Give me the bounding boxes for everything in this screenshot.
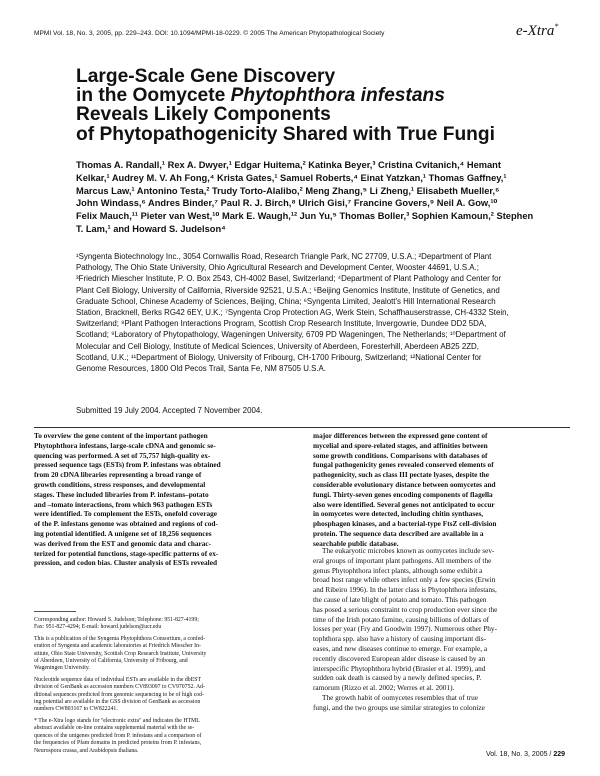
abstract-line: major differences between the expressed gene content of <box>313 431 488 440</box>
footnote-line: stitute, Ohio State University, Scottish Crop Research Institute, University <box>34 650 207 657</box>
intro-line: eral groups of important plant pathogens. All members of the <box>313 555 492 565</box>
abstract-line: fungal pathogenicity genes revealed conserved elements of <box>313 460 494 470</box>
affiliation-line: Graduate School, Chinese Academy of Sciences, Beijing, China; ⁶Syngenta Limited, Jealott's Hill International Research <box>76 296 496 306</box>
affiliation-line: Pathology, The Ohio State University, Ohio Agricultural Research and Development Center, Wooster 44691, U.S.A.; <box>76 263 479 273</box>
footnote-line: the frequencies of Pfam domains in predicted proteins from P. infestans, <box>34 740 202 747</box>
intro-line: eases, and new diseases continue to emerge. For example, a <box>313 643 488 653</box>
footnote-line: Fax: 951-827-4294; E-mail: howard.judelson@ucr.edu <box>34 624 162 631</box>
abstract-line: fungi. Thirty-seven genes encoding components of flagella <box>313 489 493 499</box>
affiliation-line: Plant Cell Biology, University of California, Riverside 92521, U.S.A.; ⁵Beijing Genomics Institute, Institute of Genetics, and <box>76 285 500 295</box>
abstract-line: pressed sequence tags (ESTs) from P. infestans was obtained <box>34 460 221 470</box>
intro-line: The growth habit of oomycetes resembles that of true <box>322 692 479 702</box>
intro-line: the cause of late blight of potato and tomato. This pathogen <box>313 594 487 604</box>
intro-line: tophthora spp. also have a history of causing important dis- <box>313 634 487 644</box>
footer-volume: Vol. 18, No. 3, 2005 / <box>486 751 554 758</box>
journal-header: MPMI Vol. 18, No. 3, 2005, pp. 229–243. DOI: 10.1094/MPMI-18-0229. © 2005 The American Phytopathological Society <box>34 30 385 37</box>
footnote-line: ditional sequences predicted from genomic sequencing to be of high cod- <box>34 691 204 698</box>
abstract-line: were identified. To complement the ESTs, onefold coverage <box>34 509 218 519</box>
intro-line: time of the Irish potato famine, causing billions of dollars of <box>313 614 490 624</box>
affiliation-line: Switzerland; ⁸Plant Pathogen Interactions Program, Scottish Crop Research Institute, Invergowrie, Dundee DD2 5DA, <box>76 319 487 329</box>
title-line-2-prefix: in the Oomycete <box>76 85 231 107</box>
abstract-line: from 20 cDNA libraries representing a broad range of <box>34 470 202 480</box>
abstract-line: Phytophthora infestans, large-scale cDNA and genomic se- <box>34 440 216 450</box>
intro-line: interspecific Phytophthora hybrid (Brasier et al. 1999), and <box>313 663 486 673</box>
footnotes <box>34 617 299 755</box>
title-line-2 <box>76 86 556 105</box>
author-line: Marcus Law,¹ Antonino Testa,² Trudy Torto-Alalibo,² Meng Zhang,⁵ Li Zheng,¹ Elisabeth Mueller,⁶ <box>76 185 500 196</box>
abstract-line: growth conditions, stress responses, and developmental <box>34 479 206 489</box>
affiliation-line: Scotland; ⁹Laboratory of Phytopathology, Wageningen University, 6709 PD Wageningen, The Netherlands; ¹⁰Department of <box>76 330 506 340</box>
abstract-line: mycelial and spore-related stages, and affinities between <box>313 440 488 450</box>
abstract-line: of the P. infestans genome was obtained and regions of cod- <box>34 519 218 529</box>
abstract-line: quencing was performed. A set of 75,757 high-quality ex- <box>34 450 211 460</box>
title-line-3: Reveals Likely Components <box>76 104 331 126</box>
footnote-line: of Aberdeen, University of California, University of Fribourg, and <box>34 658 188 665</box>
title-species: Phytophthora infestans <box>230 85 445 107</box>
abstract-line: ing potential identified. A unigene set of 18,256 sequences <box>34 528 212 538</box>
author-line: T. Lam,¹ and Howard S. Judelson⁴ <box>76 223 226 234</box>
abstract-line: also were identified. Several genes not anticipated to occur <box>313 499 495 509</box>
section-divider <box>34 427 570 428</box>
affiliation-line: Genome Resources, 1800 Old Pecos Trail, Santa Fe, NM 87505 U.S.A. <box>76 364 326 374</box>
footnote-line: Neurospora crassa, and Arabidopsis thaliana. <box>34 747 139 754</box>
footnote-line: quences of the unigenes predicted from P. infestans and a comparison of <box>34 732 202 739</box>
author-line: Kelkar,¹ Audrey M. V. Ah Fong,⁴ Krista Gates,¹ Samuel Roberts,⁴ Einat Yatzkan,¹ Thomas Gaffney,¹ <box>76 172 507 183</box>
title-line-1: Large-Scale Gene Discovery <box>76 66 336 87</box>
extra-logo-text: e-Xtra <box>516 23 555 39</box>
abstract-line: pathogenicity, such as class III pectate lyases, despite the <box>313 470 489 480</box>
abstract-line: terized for potential functions, stage-specific patterns of ex- <box>34 548 219 558</box>
intro-line: and Ribeiro 1996). In the latter class is Phytophthora infestans, <box>313 585 497 595</box>
abstract-line: some growth conditions. Comparisons with databases of <box>313 450 488 460</box>
extra-logo-mark: * <box>554 22 559 31</box>
footnote-line: Nucleotide sequence data of individual ESTs are available in the dbEST <box>34 676 202 683</box>
footnote-divider <box>34 611 76 612</box>
footnote-line: abstract available on-line contains supplemental material with the se- <box>34 725 195 732</box>
intro-line: broad host range while others infect only a few species (Erwin <box>313 575 496 585</box>
abstract-line: phosphagen kinases, and a bacterial-type FtsZ cell-division <box>313 519 497 529</box>
abstract-line: in oomycetes were detected, including chitin synthases, <box>313 509 484 519</box>
affiliation-line: Molecular and Cell Biology, Institute of Medical Sciences, University of Aberdeen, Foresterhill, Aberdeen AB25 2ZD, <box>76 341 479 351</box>
intro-line: has posed a serious constraint to crop production ever since the <box>313 604 498 614</box>
footnote-line: eration of Syngenta and academic laboratories at Friedrich Miescher In- <box>34 643 201 650</box>
author-line: John Windass,⁶ Andres Binder,⁷ Paul R. J. Birch,⁸ Ulrich Gisi,⁷ Francine Govers,⁹ Neil A. Gow,¹⁰ <box>76 198 498 209</box>
intro-line: recently discovered European alder disease is caused by an <box>313 653 486 663</box>
introduction-text <box>313 546 497 713</box>
abstract-column-left <box>34 431 221 568</box>
footnote-line: division of GenBank as accession numbers CV893097 to CV970752. Ad- <box>34 684 205 691</box>
extra-logo[interactable] <box>516 22 558 40</box>
affiliation-list <box>76 251 576 374</box>
intro-line: ramorum (Rizzo et al. 2002; Werres et al. 2001). <box>313 683 455 693</box>
title-line-4: of Phytopathogenicity Shared with True Fungi <box>76 123 495 145</box>
affiliation-line: ³Friedrich Miescher Institute, P. O. Box 2543, CH-4002 Basel, Switzerland; ⁴Department of Plant Pathology and Center for <box>76 274 502 284</box>
footnote-line: * The e-Xtra logo stands for "electronic extra" and indicates the HTML <box>34 717 200 724</box>
author-line: Felix Mauch,¹¹ Pieter van West,¹⁰ Mark E. Waugh,¹² Jun Yu,⁵ Thomas Boller,³ Sophien Kamoun,² Stephen <box>76 211 534 222</box>
abstract-column-right <box>313 431 496 549</box>
footnote-line: Wageningen University. <box>34 665 90 672</box>
footnote-line: numbers CW803167 to CW822241. <box>34 706 118 713</box>
intro-line: losses per year (Fry and Goodwin 1997). Numerous other Phy- <box>313 624 498 634</box>
intro-line: genus Phytophthora infect plants, although some exhibit a <box>313 565 483 575</box>
abstract-line: and –tomato interactions, from which 963 pathogen ESTs <box>34 499 213 509</box>
affiliation-line: Scotland, U.K.; ¹¹Department of Biology, University of Fribourg, CH-1700 Fribourg, Switzerland; ¹²National Center for <box>76 352 482 362</box>
intro-line: fungi, and the two groups use similar strategies to colonize <box>313 702 485 712</box>
abstract-line: pression, and codon bias. Cluster analysis of ESTs revealed <box>34 558 218 568</box>
article-title <box>76 67 556 144</box>
author-list <box>76 159 576 236</box>
intro-line: The eukaryotic microbes known as oomycetes include sev- <box>322 546 495 555</box>
intro-line: sudden oak death is caused by a newly defined species, P. <box>313 673 482 683</box>
footnote-line: ing potential are available in the GSS division of GenBank as accession <box>34 699 201 706</box>
affiliation-line: ¹Syngenta Biotechnology Inc., 3054 Cornwallis Road, Research Triangle Park, NC 27709, U.S.A.; ²Department of Plant <box>76 252 492 261</box>
footnote-line: This is a publication of the Syngenta Phytophthora Consortium, a confed- <box>34 635 206 642</box>
abstract-line: To overview the gene content of the important pathogen <box>34 431 208 440</box>
affiliation-line: Station, Bracknell, Berks RG42 6EY, U.K.; ⁷Syngenta Crop Protection AG, Werk Stein, Schaffhauserstrasse, CH-4332 Stein, <box>76 308 509 318</box>
page-footer <box>486 751 565 758</box>
abstract-line: searchable public database. <box>313 538 399 548</box>
abstract-line: was derived from the EST and genomic data and charac- <box>34 538 212 548</box>
abstract-line: stages. These included libraries from P. infestans–potato <box>34 489 209 499</box>
abstract-line: protein. The sequence data described are available in a <box>313 528 484 538</box>
submission-dates: Submitted 19 July 2004. Accepted 7 November 2004. <box>76 406 263 415</box>
footnote-line: Corresponding author: Howard S. Judelson; Telephone: 951-827-4199; <box>34 617 199 623</box>
abstract-line: considerable evolutionary distance between oomycetes and <box>313 479 496 489</box>
page-number: 229 <box>553 751 566 758</box>
author-line: Thomas A. Randall,¹ Rex A. Dwyer,¹ Edgar Huitema,² Katinka Beyer,³ Cristina Cvitanich,⁴ Hemant <box>76 160 501 170</box>
